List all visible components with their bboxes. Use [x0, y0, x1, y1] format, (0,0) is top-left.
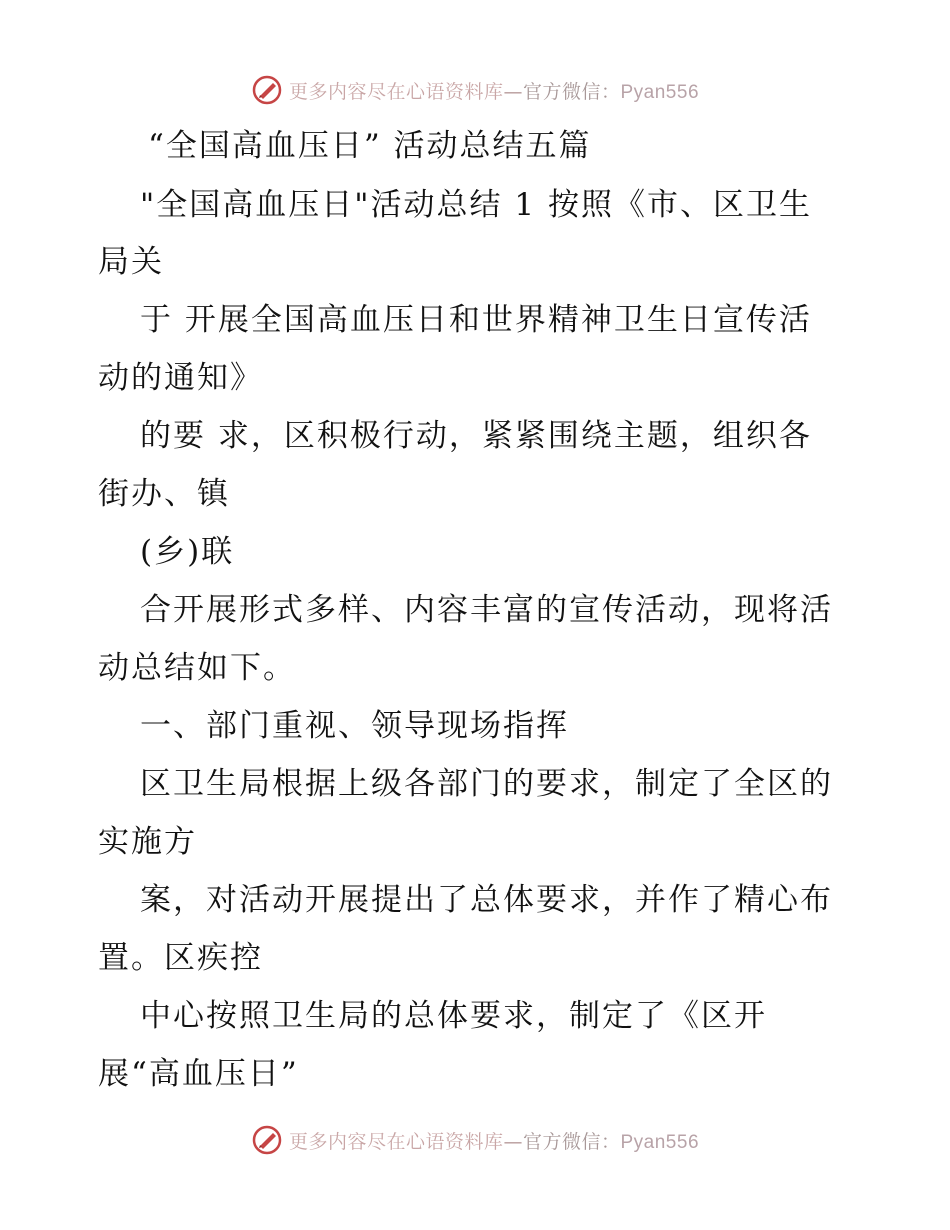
- body-line: 街办、镇: [98, 476, 230, 512]
- section-heading: 一、部门重视、领导现场指挥: [140, 708, 569, 744]
- body-line: (乡)联: [140, 534, 235, 570]
- watermark-text: 更多内容尽在心语资料库—官方微信：Pyan556: [288, 80, 700, 103]
- document-title: “全国高血压日” 活动总结五篇: [148, 128, 592, 164]
- body-line: 区卫生局根据上级各部门的要求，制定了全区的: [140, 766, 833, 802]
- body-line: 案，对活动开展提出了总体要求，并作了精心布: [140, 882, 833, 918]
- body-line: 于 开展全国高血压日和世界精神卫生日宣传活: [140, 302, 812, 338]
- body-line: "全国高血压日"活动总结 1 按照《市、区卫生: [140, 187, 812, 223]
- body-line: 中心按照卫生局的总体要求，制定了《区开: [140, 998, 767, 1034]
- body-line: 动总结如下。: [98, 650, 296, 686]
- body-line: 实施方: [98, 824, 197, 860]
- body-line: 合开展形式多样、内容丰富的宣传活动，现将活: [140, 592, 833, 628]
- footer-watermark: [0, 1120, 950, 1160]
- body-line: 局关: [98, 244, 164, 280]
- header-watermark: [0, 70, 950, 110]
- pen-logo-icon: [251, 74, 283, 106]
- body-line: 的要 求，区积极行动，紧紧围绕主题，组织各: [140, 418, 812, 454]
- watermark-text: 更多内容尽在心语资料库—官方微信：Pyan556: [288, 1130, 700, 1153]
- pen-logo-icon: [251, 1124, 283, 1156]
- body-line: 动的通知》: [98, 360, 263, 396]
- body-line: 置。区疾控: [98, 940, 263, 976]
- body-line: 展“高血压日”: [98, 1056, 299, 1092]
